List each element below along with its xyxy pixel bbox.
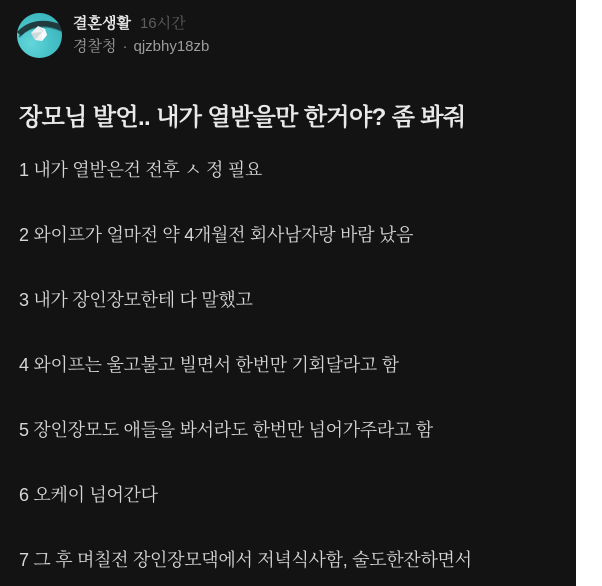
author-handle[interactable]: qjzbhy18zb bbox=[133, 38, 210, 55]
right-white-strip bbox=[576, 0, 602, 586]
diamond-ring-icon bbox=[17, 13, 62, 58]
post-meta bbox=[73, 13, 209, 57]
post-meta-row-1 bbox=[73, 14, 209, 34]
author-company[interactable]: 경찰청 bbox=[73, 38, 117, 55]
post-meta-row-2 bbox=[73, 37, 209, 57]
post-line-6: 6 오케이 넘어간다 bbox=[19, 485, 158, 505]
community-name[interactable]: 결혼생활 bbox=[73, 15, 131, 32]
post-line-5: 5 장인장모도 애들을 봐서라도 한번만 넘어가주라고 함 bbox=[19, 420, 433, 440]
post-line-4: 4 와이프는 울고불고 빌면서 한번만 기회달라고 함 bbox=[19, 355, 399, 375]
post-body bbox=[17, 158, 556, 572]
post-line-1: 1 내가 열받은건 전후 ㅅ 정 필요 bbox=[19, 160, 262, 180]
post-timestamp: 16시간 bbox=[139, 15, 186, 32]
post-line-2: 2 와이프가 얼마전 약 4개월전 회사남자랑 바람 났음 bbox=[19, 225, 414, 245]
meta-separator: · bbox=[122, 38, 128, 55]
post-header bbox=[17, 13, 556, 58]
post-line-7: 7 그 후 며칠전 장인장모댁에서 저녁식사함, 술도한잔하면서 bbox=[19, 550, 472, 570]
post-line-3: 3 내가 장인장모한테 다 말했고 bbox=[19, 290, 253, 310]
avatar[interactable] bbox=[17, 13, 62, 58]
post-title: 장모님 발언.. 내가 열받을만 한거야? 좀 봐줘 bbox=[19, 104, 466, 131]
